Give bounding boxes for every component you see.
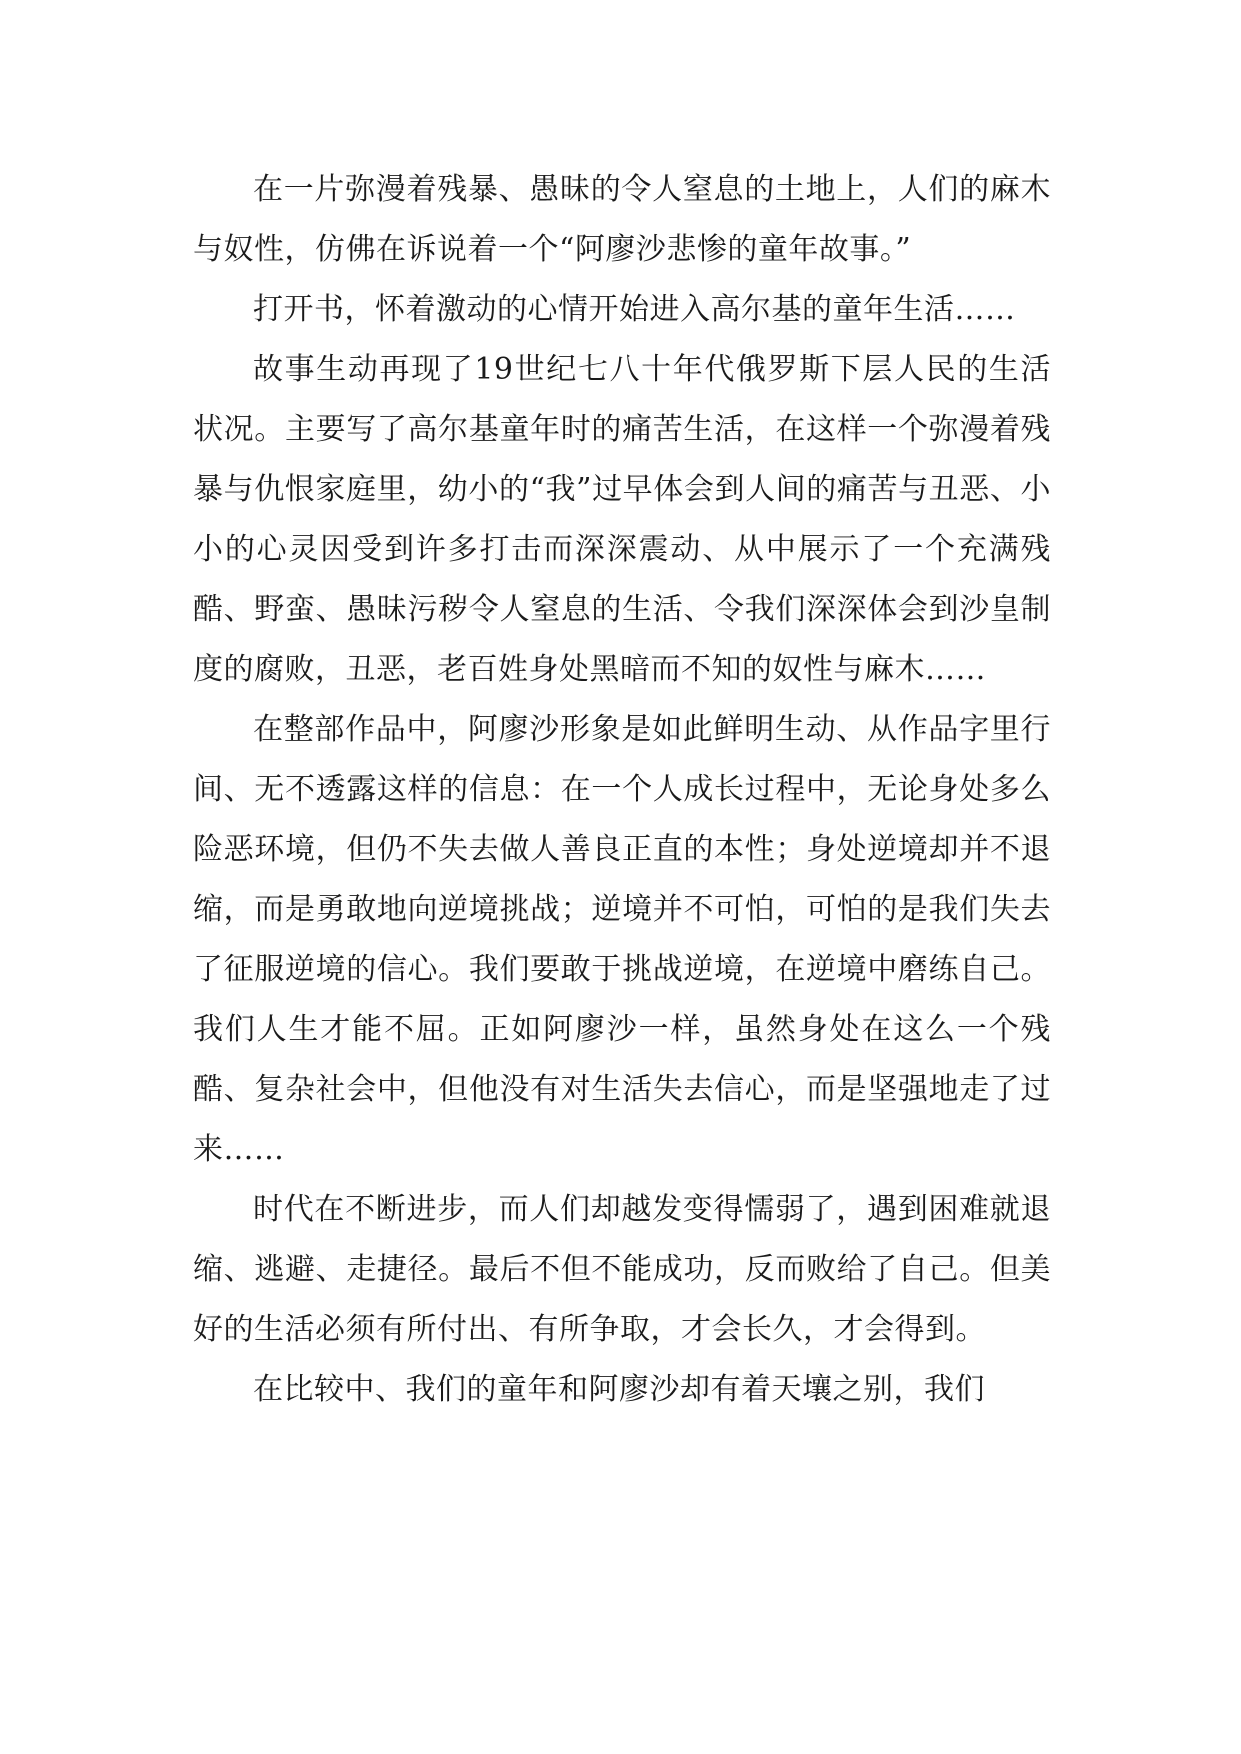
paragraph-3: 故事生动再现了19世纪七八十年代俄罗斯下层人民的生活状况。主要写了高尔基童年时的痛苦生活，在这样一个弥漫着残暴与仇恨家庭里，幼小的“我”过早体会到人间的痛苦与丑恶、小小的心灵因受到许多打击而深深震动、从中展示了一个充满残酷、野蛮、愚昧污秽令人窒息的生活、令我们深深体会到沙皇制度的腐败，丑恶，老百姓身处黑暗而不知的奴性与麻木…… (193, 352, 1051, 687)
paragraph-1: 在一片弥漫着残暴、愚昧的令人窒息的土地上，人们的麻木与奴性，仿佛在诉说着一个“阿廖沙悲惨的童年故事。” (193, 172, 1051, 267)
paragraph-5: 时代在不断进步，而人们却越发变得懦弱了，遇到困难就退缩、逃避、走捷径。最后不但不能成功，反而败给了自己。但美好的生活必须有所付出、有所争取，才会长久，才会得到。 (193, 1192, 1051, 1347)
paragraph-2: 打开书，怀着激动的心情开始进入高尔基的童年生活…… (253, 292, 1016, 327)
paragraph-4: 在整部作品中，阿廖沙形象是如此鲜明生动、从作品字里行间、无不透露这样的信息：在一个人成长过程中，无论身处多么险恶环境，但仍不失去做人善良正直的本性；身处逆境却并不退缩，而是勇敢地向逆境挑战；逆境并不可怕，可怕的是我们失去了征服逆境的信心。我们要敢于挑战逆境，在逆境中磨练自己。我们人生才能不屈。正如阿廖沙一样，虽然身处在这么一个残酷、复杂社会中，但他没有对生活失去信心，而是坚强地走了过来…… (193, 712, 1051, 1167)
document-body (193, 160, 1051, 1420)
paragraph-6: 在比较中、我们的童年和阿廖沙却有着天壤之别，我们 (253, 1372, 985, 1407)
